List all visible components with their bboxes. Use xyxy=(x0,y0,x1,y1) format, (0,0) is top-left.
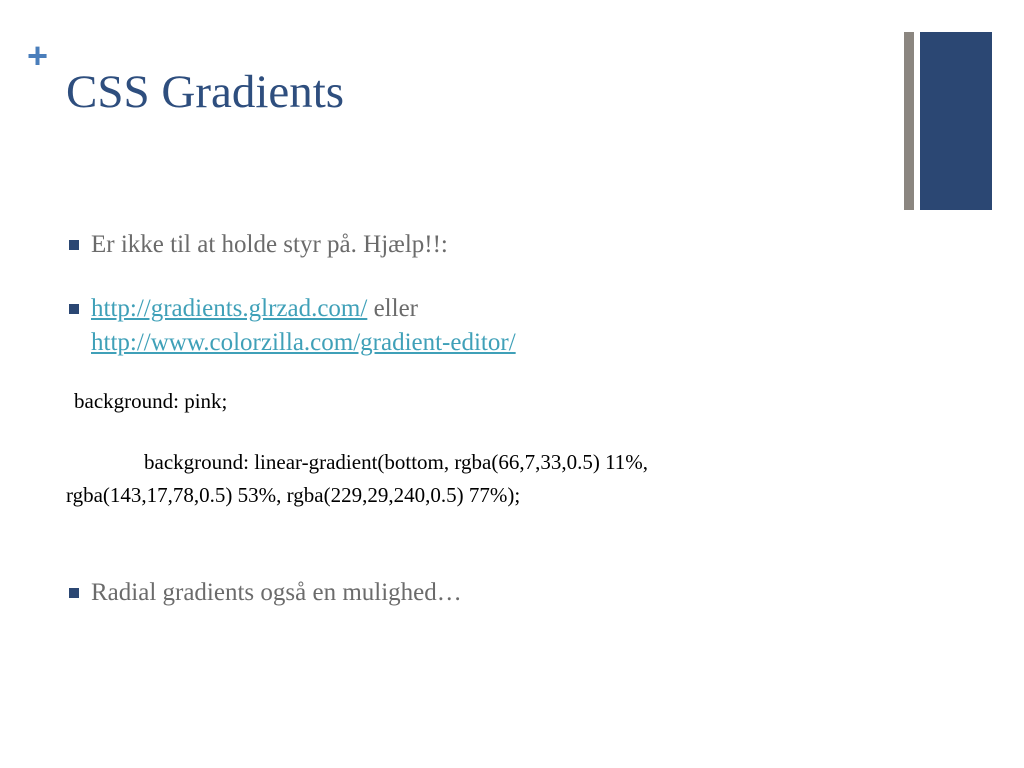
code-line-3: rgba(143,17,78,0.5) 53%, rgba(229,29,240,0.5) 77%); xyxy=(66,483,521,507)
colorzilla-gradient-editor-link[interactable]: http://www.colorzilla.com/gradient-editor/ xyxy=(91,329,516,356)
slide-title: CSS Gradients xyxy=(66,66,345,118)
bullet-square-icon xyxy=(69,588,79,598)
bullet-text-first: Er ikke til at holde styr på. Hjælp!!: xyxy=(91,231,448,258)
gradients-glrzad-link[interactable]: http://gradients.glrzad.com/ xyxy=(91,295,368,322)
accent-bar-blue xyxy=(920,32,992,210)
bullet-links-line xyxy=(91,293,418,325)
bullet-square-icon xyxy=(69,240,79,250)
bullet-links-line-2 xyxy=(91,327,516,359)
accent-bar-gray xyxy=(904,32,914,210)
bullet-text-last: Radial gradients også en mulighed… xyxy=(91,579,462,606)
code-line-1: background: pink; xyxy=(74,389,228,413)
plus-icon: + xyxy=(27,35,49,76)
code-line-2: background: linear-gradient(bottom, rgba(66,7,33,0.5) 11%, xyxy=(144,450,649,474)
bullet-square-icon xyxy=(69,304,79,314)
link-connector-text: eller xyxy=(373,295,418,322)
